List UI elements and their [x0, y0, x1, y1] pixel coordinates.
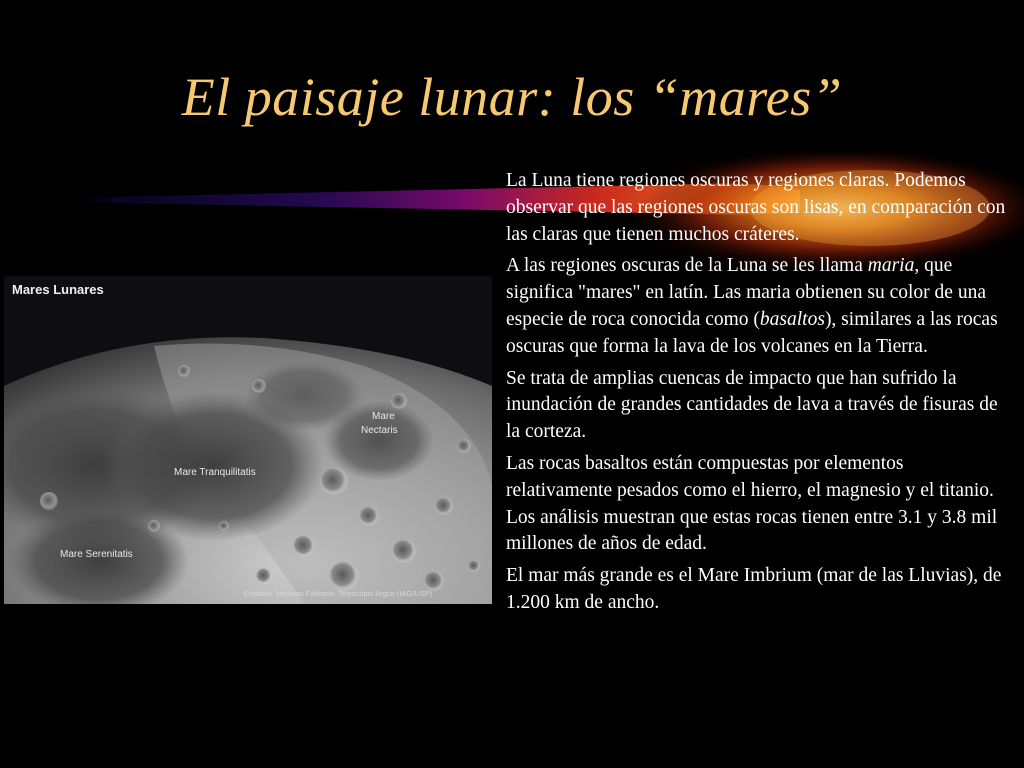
- paragraph-2: [506, 253, 1010, 360]
- photo-credit: Créditos: Messias Fidêncio, Telescópio Argus (IAG/USP): [244, 589, 433, 598]
- photo-title: Mares Lunares: [12, 282, 104, 297]
- slide-title: El paisaje lunar: los “mares”: [181, 67, 843, 127]
- label-mare-nectaris-1: Mare: [372, 411, 395, 422]
- label-mare-nectaris-2: Nectaris: [361, 425, 398, 436]
- term-basaltos: basaltos: [759, 308, 825, 330]
- paragraph-2-part-c: , que significa "mares" en latín. Las maria obtienen su color de una especie de roca conocida como (: [506, 255, 986, 330]
- label-mare-serenitatis: Mare Serenitatis: [60, 549, 133, 560]
- paragraph-4: Las rocas basaltos están compuestas por elementos relativamente pesados como el hierro, el magnesio y el titanio. Los análisis muestran que estas rocas tienen entre 3.1 y 3.8 mil millones de años de edad.: [506, 452, 998, 555]
- body-text: [506, 168, 1010, 622]
- term-maria: maria: [867, 255, 915, 277]
- paragraph-5: El mar más grande es el Mare Imbrium (mar de las Lluvias), de 1.200 km de ancho.: [506, 565, 1002, 613]
- moon-maria-photo: [4, 276, 492, 604]
- label-mare-tranquillitatis: Mare Tranquilitatis: [174, 467, 256, 478]
- paragraph-3: Se trata de amplias cuencas de impacto que han sufrido la inundación de grandes cantidades de lava a través de fisuras de la corteza.: [506, 367, 998, 443]
- paragraph-1: La Luna tiene regiones oscuras y regiones claras. Podemos observar que las regiones oscuras son lisas, en comparación con las claras que tienen muchos cráteres.: [506, 170, 1006, 245]
- paragraph-2-part-e: ), similares a las rocas oscuras que forma la lava de los volcanes en la Tierra.: [506, 308, 998, 357]
- paragraph-2-part-a: A las regiones oscuras de la Luna se les llama: [506, 255, 868, 277]
